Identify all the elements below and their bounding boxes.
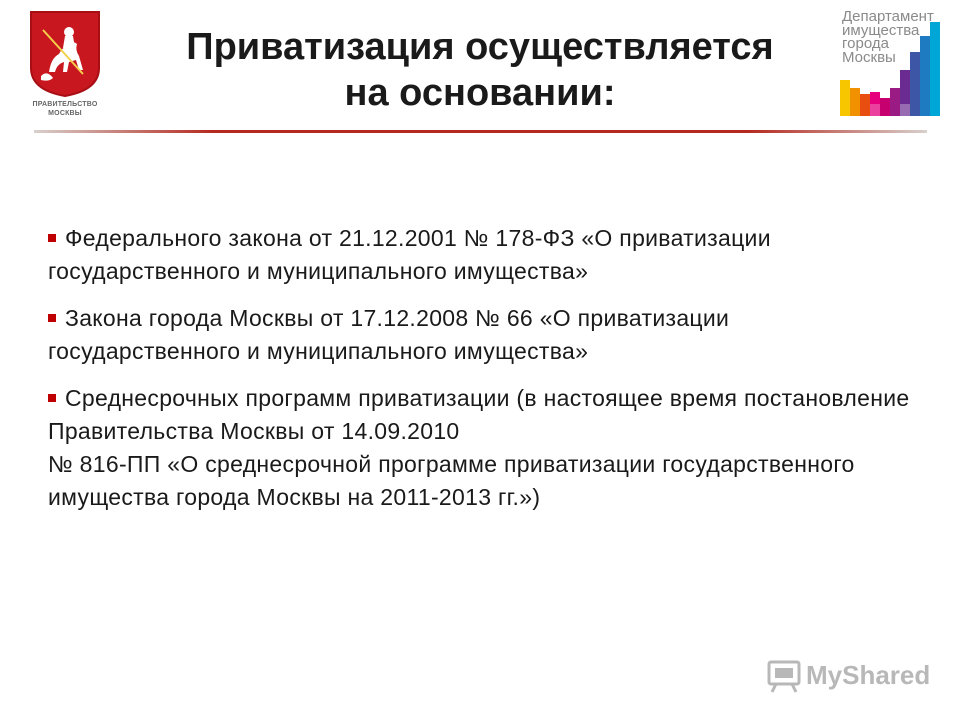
coat-of-arms-icon <box>29 10 101 98</box>
square-bullet-icon <box>48 314 56 322</box>
header-divider <box>34 130 927 133</box>
list-item-text: Закона города Москвы от 17.12.2008 № 66 «О приватизации государственного и муниципального имущества» <box>48 305 730 364</box>
list-item-text: Федерального закона от 21.12.2001 № 178-ФЗ «О приватизации государственного и муниципального имущества» <box>48 225 771 284</box>
emblem-caption-line2: МОСКВЫ <box>48 110 82 117</box>
department-logo <box>840 8 944 120</box>
dept-line1: Департамент <box>842 8 934 25</box>
department-logo-text <box>842 10 946 64</box>
myshared-watermark <box>766 656 936 696</box>
dept-line4: Москвы <box>842 48 896 66</box>
moscow-government-emblem <box>26 10 104 118</box>
watermark-text: MyShared <box>806 660 931 690</box>
dept-line3: города <box>842 35 889 52</box>
title-line2: на основании: <box>344 72 616 114</box>
basis-list <box>48 222 928 528</box>
dept-line2: имущества <box>842 21 920 39</box>
list-item <box>48 222 928 288</box>
square-bullet-icon <box>48 394 56 402</box>
title-line1: Приватизация осуществляется <box>186 26 774 68</box>
projector-icon <box>766 658 804 694</box>
list-item <box>48 382 928 514</box>
list-item-text-continuation: № 816-ПП «О среднесрочной программе приватизации государственного имущества города Москвы на 2011-2013 гг.») <box>48 451 855 510</box>
square-bullet-icon <box>48 234 56 242</box>
emblem-caption-line1: ПРАВИТЕЛЬСТВО <box>32 101 98 108</box>
emblem-caption <box>26 100 104 118</box>
list-item <box>48 302 928 368</box>
slide-title <box>130 24 830 116</box>
list-item-text: Среднесрочных программ приватизации (в настоящее время постановление Правительства Москвы от 14.09.2010 <box>48 385 910 444</box>
